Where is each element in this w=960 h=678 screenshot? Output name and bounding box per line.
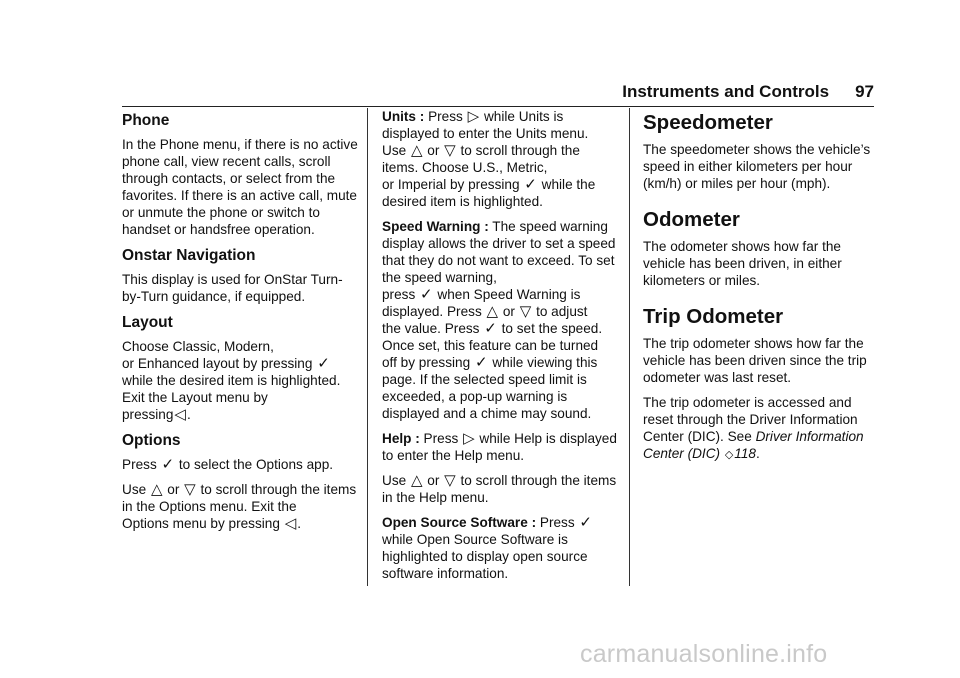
watermark: carmanualsonline.info (580, 640, 828, 668)
layout-text-4: pressing (122, 407, 174, 422)
speedometer-text: The speedometer shows the vehicle’s speed in either kilometers per hour (km/h) or miles per hour (mph). (643, 142, 871, 191)
select-icon: ✓ (420, 286, 433, 303)
speed-warning-text-g: the value. Press (382, 321, 480, 336)
speed-warning-text-a: The speed warning display allows the driver to set a speed that they do not want to exceed. To set the speed warning, (382, 219, 616, 285)
layout-text-5: . (186, 407, 191, 422)
speedometer-heading: Speedometer (643, 111, 773, 134)
speed-warning-term: Speed Warning : (382, 219, 489, 234)
back-icon: ◁ (284, 515, 297, 532)
units-text-1: while Units is displayed to enter the Units menu. (382, 109, 589, 141)
column-divider-1 (367, 108, 368, 586)
layout-text (122, 338, 358, 423)
units-text-4: while the desired item is highlighted. (382, 177, 596, 209)
column-1 (122, 108, 358, 540)
select-icon: ✓ (579, 514, 592, 531)
right-icon: ▷ (467, 108, 480, 125)
speed-warning-text-h: to set the speed. Once set, this feature can be turned (382, 321, 603, 353)
open-source-text: while Open Source Software is highlighted to display open source software information. (382, 532, 588, 581)
open-source-press: Press (539, 515, 575, 530)
help-press: Press (423, 431, 459, 446)
trip-odometer-see: The trip odometer is accessed and reset through the Driver Information Center (DIC). See (643, 395, 858, 444)
help-or: or (427, 473, 440, 488)
options-use: Use (122, 482, 147, 497)
dic-reference-link[interactable]: Driver Information Center (DIC) (643, 429, 864, 461)
trip-period: . (755, 446, 760, 461)
options-heading: Options (122, 432, 181, 449)
odometer-text: The odometer shows how far the vehicle has been driven, in either kilometers or miles. (643, 239, 842, 288)
trip-odometer-text-2 (643, 394, 881, 464)
help-text-1: while Help is displayed to enter the Help menu. (382, 431, 617, 463)
options-select-text: to select the Options app. (178, 457, 334, 472)
units-text-2: to scroll through the items. Choose U.S., Metric, (382, 143, 580, 175)
up-icon: △ (486, 303, 499, 320)
page-ref-icon: ◇ (724, 449, 734, 461)
page-number: 97 (855, 82, 874, 101)
down-icon: ▽ (444, 472, 456, 489)
units-term: Units : (382, 109, 425, 124)
right-icon: ▷ (463, 430, 475, 447)
phone-text: In the Phone menu, if there is no active phone call, view recent calls, scroll through contacts, or select from the favorites. If there is an active call, mute or unmute the phone or switch to handset or handsfree operation. (122, 137, 358, 237)
units-paragraph (382, 108, 618, 210)
trip-odometer-text-1: The trip odometer shows how far the vehicle has been driven since the trip odometer was last reset. (643, 336, 867, 385)
speed-warning-text-d: displayed. Press (382, 304, 482, 319)
onstar-text: This display is used for OnStar Turn-by-Turn guidance, if equipped. (122, 272, 343, 304)
layout-text-2: or Enhanced layout by pressing (122, 356, 313, 371)
help-text-2: to scroll through the items in the Help menu. (382, 473, 617, 505)
speed-warning-text-i: off by pressing (382, 355, 471, 370)
up-icon: △ (410, 142, 423, 159)
select-icon: ✓ (317, 355, 330, 372)
column-3 (643, 108, 881, 472)
column-divider-2 (629, 108, 630, 586)
speed-warning-text-b: press (382, 287, 416, 302)
speed-warning-text-f: to adjust (536, 304, 588, 319)
speed-warning-text-c: when Speed Warning is (437, 287, 581, 302)
options-or: or (167, 482, 180, 497)
up-icon: △ (410, 472, 423, 489)
help-paragraph (382, 430, 618, 464)
units-or: or (427, 143, 440, 158)
options-text-1 (122, 456, 358, 473)
units-press: Press (428, 109, 463, 124)
help-paragraph-2 (382, 472, 618, 506)
select-icon: ✓ (484, 320, 497, 337)
header-rule (122, 106, 874, 107)
onstar-heading: Onstar Navigation (122, 247, 256, 264)
layout-text-1: Choose Classic, Modern, (122, 339, 274, 354)
options-exit-text: Options menu by pressing (122, 516, 280, 531)
options-text-2 (122, 481, 358, 532)
layout-heading: Layout (122, 314, 173, 331)
help-term: Help : (382, 431, 420, 446)
back-icon: ◁ (174, 406, 186, 423)
speed-warning-text-e: or (502, 304, 515, 319)
select-icon: ✓ (524, 176, 537, 193)
options-press: Press (122, 457, 157, 472)
select-icon: ✓ (474, 354, 488, 371)
odometer-heading: Odometer (643, 208, 740, 231)
section-title: Instruments and Controls (622, 82, 830, 101)
speed-warning-paragraph (382, 218, 618, 422)
open-source-paragraph (382, 514, 618, 582)
open-source-term: Open Source Software : (382, 515, 537, 530)
column-2 (382, 108, 618, 590)
phone-heading: Phone (122, 112, 170, 129)
select-icon: ✓ (161, 456, 175, 473)
down-icon: ▽ (444, 142, 456, 159)
down-icon: ▽ (519, 303, 532, 320)
layout-text-3: while the desired item is highlighted. Exit the Layout menu by (122, 373, 341, 405)
trip-odometer-heading: Trip Odometer (643, 305, 784, 328)
dic-page-number[interactable]: 118 (734, 446, 756, 461)
speed-warning-text-j: while viewing this page. If the selected speed limit is exceeded, a pop-up warning is displayed and a chime may sound. (382, 355, 598, 421)
units-text-3: or Imperial by pressing (382, 177, 520, 192)
page-header (622, 82, 874, 102)
down-icon: ▽ (184, 481, 196, 498)
units-use: Use (382, 143, 407, 158)
options-scroll-text: to scroll through the items in the Options menu. Exit the (122, 482, 357, 514)
help-use: Use (382, 473, 407, 488)
up-icon: △ (150, 481, 163, 498)
options-period: . (297, 516, 302, 531)
